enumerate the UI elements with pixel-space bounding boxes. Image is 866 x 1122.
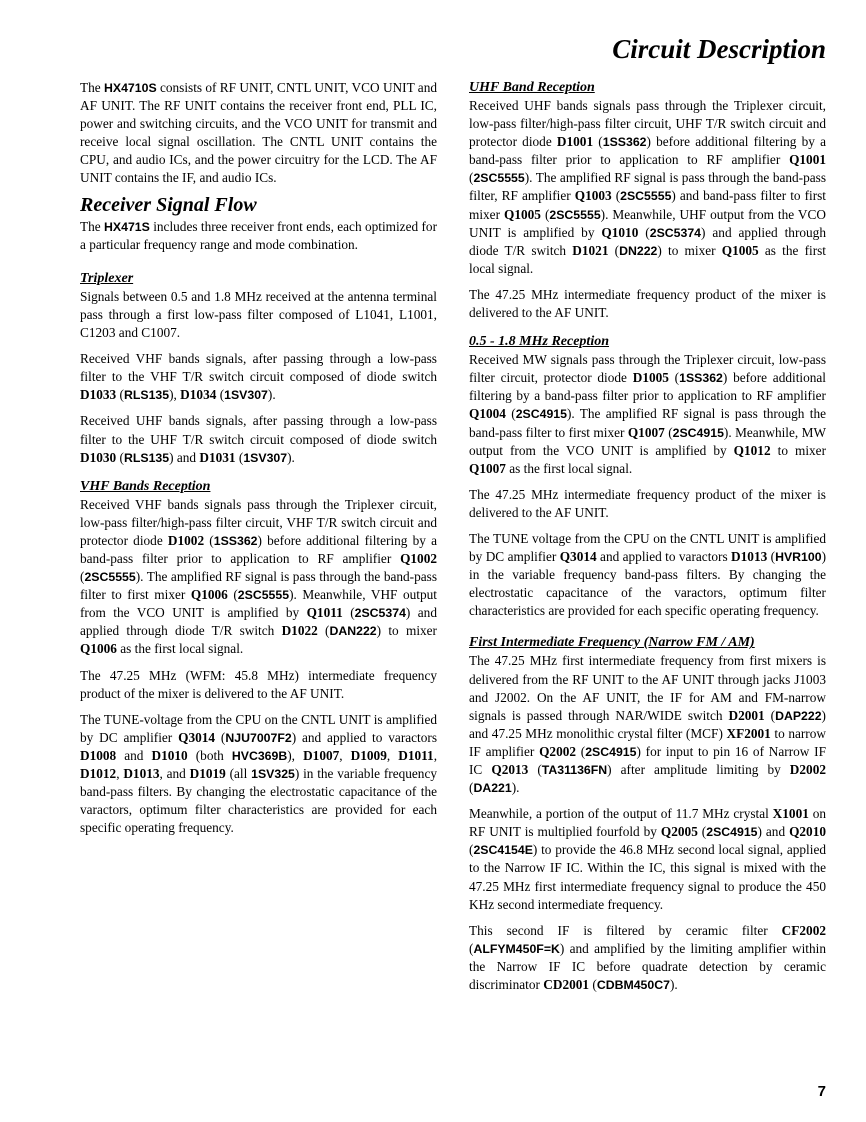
mw-paragraph-3: The TUNE voltage from the CPU on the CNTL UNIT is amplified by DC amplifier Q3014 and applied to varactors D1013 (HVR100) in the variable frequency band-pass filters. By changing the electrostatic capacitance of the varactors, optimum filter characteristics are provided for each specific operating frequency. [469, 530, 826, 619]
mw-heading: 0.5 - 1.8 MHz Reception [469, 334, 609, 350]
receiver-signal-flow-heading: Receiver Signal Flow [80, 193, 257, 216]
triplexer-paragraph-2: Received VHF bands signals, after passing through a low-pass filter to the VHF T/R switch circuit composed of diode switch D1033 (RLS135), D1034 (1SV307). [80, 351, 437, 403]
page-title: Circuit Description [612, 34, 826, 64]
uhf-paragraph-1: Received UHF bands signals pass through the Triplexer circuit, low-pass filter/high-pass filter circuit, UHF T/R switch circuit and protector diode D1001 (1SS362) before additional filtering by a band-pass filter prior to application to RF amplifier Q1001 (2SC5555). The amplified RF signal is pass through the band-pass filter, RF amplifier Q1003 (2SC5555) and band-pass filter to first mixer Q1005 (2SC5555). Meanwhile, UHF output from the VCO UNIT is amplified by Q1010 (2SC5374) and applied through diode T/R switch D1021 (DN222) to mixer Q1005 as the first local signal. [469, 98, 826, 276]
right-column [469, 79, 826, 1002]
left-column [80, 79, 437, 845]
first-if-paragraph-3: This second IF is filtered by ceramic filter CF2002 (ALFYM450F=K) and amplified by the limiting amplifier within the Narrow IF IC before quadrate detection by ceramic discriminator CD2001 (CDBM450C7). [469, 922, 826, 993]
triplexer-heading: Triplexer [80, 270, 134, 286]
mw-paragraph-1: Received MW signals pass through the Triplexer circuit, low-pass filter circuit, protector diode D1005 (1SS362) before additional filtering by a band-pass filter prior to application to RF amplifier Q1004 (2SC4915). The amplified RF signal is pass through the band-pass filter to first mixer Q1007 (2SC4915). Meanwhile, MW output from the VCO UNIT is amplified by Q1012 to mixer Q1007 as the first local signal. [469, 352, 826, 476]
vhf-paragraph-1: Received VHF bands signals pass through the Triplexer circuit, low-pass filter/high-pass filter circuit, VHF T/R switch circuit and protector diode D1002 (1SS362) before additional filtering by a band-pass filter prior to application to RF amplifier Q1002 (2SC5555). The amplified RF signal is pass through the band-pass filter to first mixer Q1006 (2SC5555). Meanwhile, VHF output from the VCO UNIT is amplified by Q1011 (2SC5374) and applied through diode T/R switch D1022 (DAN222) to mixer Q1006 as the first local signal. [80, 496, 437, 657]
first-if-paragraph-2: Meanwhile, a portion of the output of 11.7 MHz crystal X1001 on RF UNIT is multiplied fourfold by Q2005 (2SC4915) and Q2010 (2SC4154E) to provide the 46.8 MHz second local signal, applied to the Narrow IF IC. Within the IC, this signal is mixed with the 47.25 MHz first intermediate frequency signal to produce the 450 KHz second intermediate frequency. [469, 806, 827, 912]
uhf-paragraph-2: The 47.25 MHz intermediate frequency product of the mixer is delivered to the AF UNIT. [469, 286, 826, 321]
vhf-heading: VHF Bands Reception [80, 478, 211, 494]
triplexer-paragraph-1: Signals between 0.5 and 1.8 MHz received at the antenna terminal pass through a first low-pass filter composed of L1041, L1001, C1203 and C1007. [80, 288, 437, 341]
uhf-heading: UHF Band Reception [469, 80, 595, 95]
triplexer-paragraph-3: Received UHF bands signals, after passing through a low-pass filter to the UHF T/R switch circuit composed of diode switch D1030 (RLS135) and D1031 (1SV307). [80, 413, 437, 465]
vhf-paragraph-3: The TUNE-voltage from the CPU on the CNTL UNIT is amplified by DC amplifier Q3014 (NJU7007F2) and applied to varactors D1008 and D1010 (both HVC369B), D1007, D1009, D1011, D1012, D1013, and D1019 (all 1SV325) in the variable frequency band-pass filters. By changing the electrostatic capacitance of the varactors, optimum filter characteristics are provided for each specific operating frequency. [80, 711, 438, 836]
first-if-heading: First Intermediate Frequency (Narrow FM / AM) [469, 635, 755, 651]
mw-paragraph-2: The 47.25 MHz intermediate frequency product of the mixer is delivered to the AF UNIT. [469, 486, 826, 520]
receiver-paragraph: The HX471S includes three receiver front ends, each optimized for a particular frequency range and mode combination. [80, 218, 438, 252]
intro-paragraph: The HX4710S consists of RF UNIT, CNTL UNIT, VCO UNIT and AF UNIT. The RF UNIT contains the receiver front end, PLL IC, power and switching circuits, and the VCO UNIT for transmit and receive local signal oscillation. The CNTL UNIT contains the CPU, and audio ICs, and the power circuitry for the LCD. The AF UNIT contains the IF, and audio ICs. [80, 80, 437, 186]
first-if-paragraph-1: The 47.25 MHz first intermediate frequency from first mixers is delivered from the RF UNIT to the AF UNIT through jacks J1003 and J2002. On the AF UNIT, the IF for AM and FM-narrow signals is passed through NAR/WIDE switch D2001 (DAP222) and 47.25 MHz monolithic crystal filter (MCF) XF2001 to narrow IF amplifier Q2002 (2SC4915) for input to pin 16 of Narrow IF IC Q2013 (TA31136FN) after amplitude limiting by D2002 (DA221). [469, 653, 826, 796]
page-number: 7 [817, 1083, 826, 1100]
vhf-paragraph-2: The 47.25 MHz (WFM: 45.8 MHz) intermediate frequency product of the mixer is delivered to the AF UNIT. [80, 667, 437, 701]
